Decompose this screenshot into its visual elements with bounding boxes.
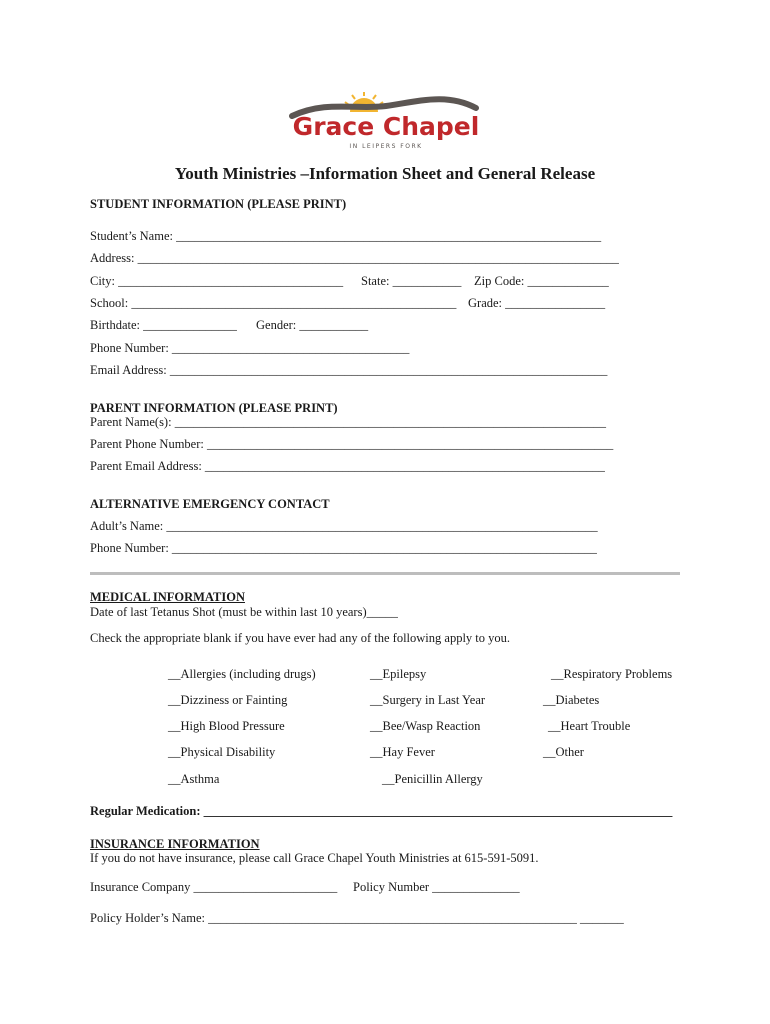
grace-chapel-logo bbox=[286, 90, 486, 152]
student-email-field[interactable]: Email Address: ______________________________________________________________________ bbox=[90, 363, 608, 377]
student-name-field[interactable]: Student’s Name: ____________________________________________________________________ bbox=[90, 229, 602, 243]
student-birthdate-field[interactable]: Birthdate: _______________ bbox=[90, 318, 237, 332]
parent-section-heading: PARENT INFORMATION (PLEASE PRINT) bbox=[90, 401, 338, 415]
medical-instruction: Check the appropriate blank if you have ever had any of the following apply to you. bbox=[90, 631, 511, 645]
page-title: Youth Ministries –Information Sheet and General Release bbox=[174, 164, 596, 183]
condition-dizziness[interactable]: __Dizziness or Fainting bbox=[168, 693, 288, 707]
condition-diabetes[interactable]: __Diabetes bbox=[543, 693, 600, 707]
student-zip-field[interactable]: Zip Code: _____________ bbox=[474, 274, 609, 288]
condition-epilepsy[interactable]: __Epilepsy bbox=[370, 667, 427, 681]
emergency-adult-name-field[interactable]: Adult’s Name: _____________________________________________________________________ bbox=[90, 519, 598, 533]
condition-asthma[interactable]: __Asthma bbox=[168, 772, 220, 786]
condition-penicillin[interactable]: __Penicillin Allergy bbox=[382, 772, 483, 786]
insurance-note: If you do not have insurance, please call Grace Chapel Youth Ministries at 615-591-5091. bbox=[90, 851, 539, 865]
section-divider bbox=[90, 572, 680, 575]
parent-email-field[interactable]: Parent Email Address: ________________________________________________________________ bbox=[90, 459, 605, 473]
logo-tagline: IN LEIPERS FORK bbox=[349, 143, 423, 150]
student-city-field[interactable]: City: ____________________________________ bbox=[90, 274, 344, 288]
condition-physical-disability[interactable]: __Physical Disability bbox=[168, 745, 276, 759]
condition-other[interactable]: __Other bbox=[543, 745, 584, 759]
condition-high-blood-pressure[interactable]: __High Blood Pressure bbox=[168, 719, 285, 733]
emergency-phone-field[interactable]: Phone Number: ____________________________________________________________________ bbox=[90, 541, 597, 555]
student-gender-field[interactable]: Gender: ___________ bbox=[256, 318, 369, 332]
condition-respiratory[interactable]: __Respiratory Problems bbox=[551, 667, 673, 681]
student-phone-field[interactable]: Phone Number: ______________________________________ bbox=[90, 341, 410, 355]
regular-medication-field[interactable]: Regular Medication: ___________________________________________________________________________ bbox=[90, 804, 673, 818]
insurance-section-heading: INSURANCE INFORMATION bbox=[90, 837, 260, 851]
condition-bee-wasp[interactable]: __Bee/Wasp Reaction bbox=[370, 719, 481, 733]
policy-holder-field[interactable]: Policy Holder’s Name: ___________________________________________________________ _______ bbox=[90, 911, 624, 925]
logo-wordmark: Grace Chapel bbox=[292, 112, 480, 141]
policy-number-field[interactable]: Policy Number ______________ bbox=[353, 880, 520, 894]
student-address-field[interactable]: Address: _____________________________________________________________________________ bbox=[90, 251, 619, 265]
condition-heart-trouble[interactable]: __Heart Trouble bbox=[548, 719, 631, 733]
tetanus-date-field[interactable]: Date of last Tetanus Shot (must be within last 10 years)_____ bbox=[90, 605, 398, 619]
student-section-heading: STUDENT INFORMATION (PLEASE PRINT) bbox=[90, 197, 347, 211]
medical-section-heading: MEDICAL INFORMATION bbox=[90, 590, 245, 604]
condition-hay-fever[interactable]: __Hay Fever bbox=[370, 745, 435, 759]
parent-names-field[interactable]: Parent Name(s): _____________________________________________________________________ bbox=[90, 415, 606, 429]
parent-phone-field[interactable]: Parent Phone Number: _________________________________________________________________ bbox=[90, 437, 614, 451]
student-state-field[interactable]: State: ___________ bbox=[361, 274, 462, 288]
emergency-section-heading: ALTERNATIVE EMERGENCY CONTACT bbox=[90, 497, 330, 511]
condition-allergies[interactable]: __Allergies (including drugs) bbox=[168, 667, 316, 681]
insurance-company-field[interactable]: Insurance Company _______________________ bbox=[90, 880, 338, 894]
condition-surgery[interactable]: __Surgery in Last Year bbox=[370, 693, 486, 707]
student-school-field[interactable]: School: ____________________________________________________ bbox=[90, 296, 457, 310]
student-grade-field[interactable]: Grade: ________________ bbox=[468, 296, 606, 310]
